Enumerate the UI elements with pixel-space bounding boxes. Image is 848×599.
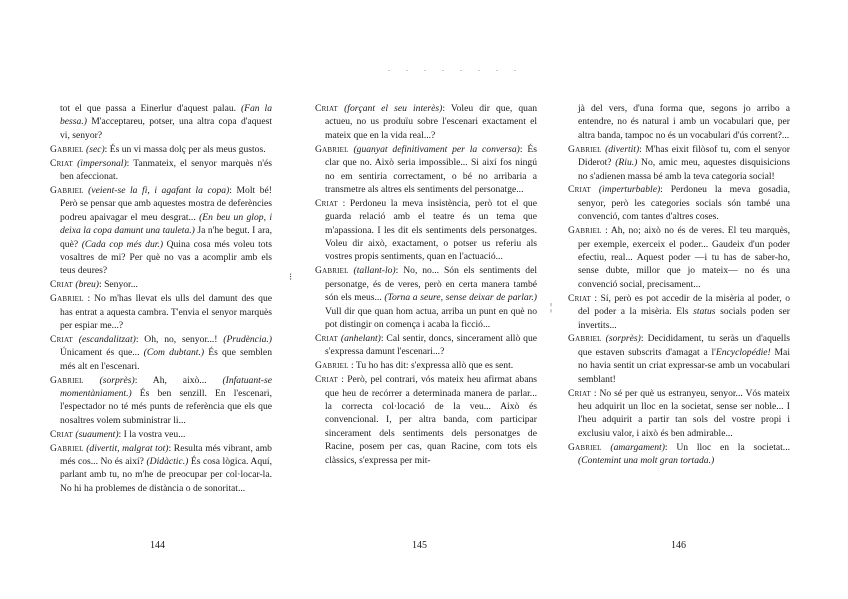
page-146-column: [568, 102, 790, 468]
speaker-name: Gabriel: [315, 143, 349, 155]
stage-direction: Encyclopédie!: [715, 346, 771, 358]
dialogue-text: És ben senzill. En l'escenari, l'espectador no té més punts de referència que els que nosaltres volem subministrar li...: [60, 388, 272, 426]
speaker-name: Gabriel: [568, 143, 602, 155]
dialogue-paragraph: [50, 442, 272, 496]
page-number-144: 144: [150, 540, 165, 551]
stage-direction: (sorprès): [99, 374, 135, 386]
page-number-145: 145: [412, 540, 427, 551]
speaker-name: Criat: [315, 197, 338, 209]
speaker-name: Gabriel: [50, 374, 84, 386]
dialogue-paragraph: [315, 373, 537, 467]
dialogue-paragraph: [50, 143, 272, 156]
dialogue-text: : Decididament, tu seràs un d'aquells que estaven subscrits d'amagat a l': [578, 333, 790, 358]
dialogue-paragraph: [50, 102, 272, 142]
stage-direction: (escandalitzat): [78, 333, 136, 345]
dialogue-paragraph: [315, 197, 537, 264]
speaker-name: Criat: [315, 332, 338, 344]
dialogue-text: Ja n'he begut. I ara, què?: [60, 225, 272, 250]
dialogue-text: : Perdoneu la meva insistència, però tot el que guarda relació amb el teatre és un tema que m'apassiona. I les dit els sentiments dels personatges. Voleu dir això, exactament, o potser us referiu als vostres propis sentiments, quan en l'actuació...: [325, 197, 537, 263]
page-145-column: [315, 102, 537, 467]
dialogue-paragraph: [568, 102, 790, 142]
speaker-name: Gabriel: [50, 184, 84, 196]
dialogue-paragraph: [50, 292, 272, 332]
dialogue-text: : Cal sentir, doncs, sincerament allò que s'expressa damunt l'escenari...?: [325, 332, 537, 358]
stage-direction: (divertit): [605, 143, 640, 155]
speaker-name: Gabriel: [568, 441, 602, 453]
dialogue-text: : Tanmateix, el senyor marquès n'és ben afeccionat.: [60, 157, 272, 183]
speaker-name: Gabriel: [568, 333, 602, 345]
dialogue-text: M'acceptareu, potser, una altra copa d'aquest vi, senyor?: [60, 116, 272, 141]
dialogue-text: : Oh, no, senyor...!: [135, 333, 224, 345]
dialogue-text: : I la vostra veu...: [118, 428, 186, 440]
dialogue-text: : Però, pel contrari, vós mateix heu afirmat abans que heu de recórrer a determinada manera de parlar... la correcta col·locació de la veu... Això és convencional. I, per altra banda, com participar sincerament dels sentiments dels personatges de Racine, posem per cas, quan Racine, com tots els clàssics, s'expressa per mit-: [325, 374, 537, 466]
stage-direction: (Riu.): [615, 157, 638, 169]
stage-direction: (sorprès): [605, 333, 641, 345]
header-dots: . . . . . . . .: [388, 64, 523, 73]
stage-direction: (Com dubtant.): [143, 347, 205, 359]
dialogue-text: : No sé per què us estranyeu, senyor... Vós mateix heu adquirit un lloc en la societat, sense ser noble... I l'heu adquirit a partir tan sols del vostre propi i exclusiu valor, i això és ben admirable...: [578, 387, 790, 439]
dialogue-text: tot el que passa a Einerlur d'aquest palau.: [60, 103, 241, 114]
dialogue-text: : Voleu dir que, quan actueu, no us produïu sobre l'escenari exactament el mateix que en la vida real...?: [325, 103, 537, 141]
speaker-name: Criat: [50, 333, 73, 345]
dialogue-text: : Resulta més vibrant, amb més cos... No és així?: [60, 442, 272, 468]
margin-mark: ¦: [550, 302, 553, 313]
dialogue-text: jà del vers, d'una forma que, segons jo arribo a entendre, no és natural i amb un vocabulari que, per altra banda, tampoc no és un vocabulari d'ús corrent?...: [578, 103, 790, 141]
dialogue-paragraph: [568, 224, 790, 291]
dialogue-text: : És un vi massa dolç per als meus gustos.: [104, 143, 266, 155]
dialogue-paragraph: [568, 332, 790, 386]
dialogue-text: Únicament és que...: [60, 347, 144, 359]
speaker-name: Criat: [50, 279, 73, 291]
stage-direction: (tallant-lo): [353, 265, 396, 277]
dialogue-paragraph: [50, 333, 272, 373]
dialogue-paragraph: [568, 183, 790, 223]
stage-direction: (En beu un glop, i deixa la copa damunt una tauleta.): [60, 211, 272, 237]
stage-direction: (divertit, malgrat tot): [86, 442, 169, 454]
margin-mark: ⁝: [289, 272, 293, 283]
stage-direction: (anhelant): [340, 332, 381, 344]
dialogue-text: : Un lloc en la societat...: [664, 441, 790, 453]
dialogue-text: No, amic meu, aquestes disquisicions no s'adienen massa bé amb la teva categoria social!: [578, 157, 790, 182]
dialogue-paragraph: [50, 184, 272, 278]
dialogue-text: Quina cosa més voleu tots vosaltres de mi? Per què no vas a acomplir amb els teus deures?: [60, 238, 272, 277]
dialogue-paragraph: [568, 441, 790, 468]
dialogue-text: : Molt bé! Però se pensar que amb aquestes mostra de deferències podreu apaivagar el meu desgrat...: [60, 184, 272, 223]
speaker-name: Gabriel: [315, 360, 349, 372]
stage-direction: (guanyat definitivament per la conversa): [353, 143, 520, 155]
stage-direction: (Fan la bessa.): [60, 103, 272, 128]
stage-direction: (suaument): [75, 428, 119, 440]
speaker-name: Gabriel: [50, 442, 84, 454]
stage-direction: (imperturbable): [598, 184, 661, 196]
stage-direction: (Torna a seure, sense deixar de parlar.): [384, 292, 537, 304]
speaker-name: Gabriel: [50, 143, 84, 155]
stage-direction: (amargament): [610, 441, 665, 453]
dialogue-paragraph: [50, 157, 272, 184]
stage-direction: status: [693, 306, 716, 318]
dialogue-paragraph: [50, 428, 272, 441]
speaker-name: Gabriel: [315, 265, 349, 277]
stage-direction: (Infatuant-se momentàniament.): [60, 374, 272, 400]
dialogue-text: : Tu ho has dit: s'expressa allò que es sent.: [351, 360, 514, 372]
dialogue-text: Vull dir que quan hom actua, arriba un punt en què no pot distingir on comença i acaba la ficció...: [325, 305, 537, 330]
stage-direction: (Cada cop més dur.): [81, 238, 164, 250]
dialogue-text: : Ah, això...: [134, 374, 223, 386]
speaker-name: Criat: [568, 387, 591, 399]
dialogue-text: Mai no havia sentit un criat expressar-se amb un vocabulari semblant!: [578, 346, 790, 385]
dialogue-text: : Senyor...: [99, 279, 138, 291]
dialogue-paragraph: [315, 102, 537, 142]
dialogue-paragraph: [315, 143, 537, 197]
stage-direction: (impersonal): [77, 157, 127, 169]
dialogue-text: És que semblen més alt en l'escenari.: [60, 347, 272, 372]
dialogue-paragraph: [568, 292, 790, 332]
speaker-name: Criat: [315, 103, 338, 114]
stage-direction: (Contemint una molt gran tortada.): [578, 455, 715, 467]
stage-direction: (Didàctic.): [146, 456, 189, 468]
speaker-name: Criat: [50, 428, 73, 440]
dialogue-text: : Perdoneu la meva gosadia, senyor, però les categories socials són també una convenció, com tantes d'altres coses.: [578, 184, 790, 223]
speaker-name: Criat: [315, 374, 338, 386]
page-number-146: 146: [671, 540, 686, 551]
dialogue-text: socials poden ser invertits...: [578, 306, 790, 331]
dialogue-paragraph: [568, 387, 790, 441]
dialogue-text: : Ah, no; això no és de veres. El teu marquès, per exemple, exerceix el poder... Gaudeix d'un poder efectiu, real... Aquest poder —i tu has de saber-ho, sense dubte, millor que jo mateix— no és una convenció social, precisament...: [578, 225, 790, 290]
stage-direction: (forçant el seu interès): [344, 103, 443, 114]
dialogue-paragraph: [315, 359, 537, 372]
speaker-name: Gabriel: [50, 293, 84, 305]
speaker-name: Criat: [568, 292, 591, 304]
stage-direction: (breu): [75, 279, 99, 291]
dialogue-paragraph: [315, 332, 537, 359]
dialogue-paragraph: [568, 143, 790, 183]
stage-direction: (veient-se la fi, i agafant la copa): [88, 184, 230, 196]
dialogue-text: : No, no... Són els sentiments del personatge, és de veres, però en certa manera també són els meus...: [325, 265, 538, 304]
dialogue-paragraph: [50, 278, 272, 291]
dialogue-text: : És clar que no. Això seria impossible... Si així fos ningú no em sentiria correctament, o bé no arribaria a transmetre als altres els sentiments del personatge...: [325, 143, 537, 195]
dialogue-text: : No m'has llevat els ulls del damunt des que has entrat a aquesta cambra. T'envia el senyor marquès per espiar me...?: [60, 293, 272, 331]
page-144-column: [50, 102, 272, 496]
dialogue-text: : M'has eixit filòsof tu, com el senyor Diderot?: [578, 143, 790, 169]
stage-direction: (Prudència.): [223, 333, 273, 345]
speaker-name: Gabriel: [568, 225, 602, 237]
dialogue-text: : Sí, però es pot accedir de la misèria al poder, o del poder a la misèria. Els: [578, 292, 790, 318]
speaker-name: Criat: [50, 157, 73, 169]
dialogue-paragraph: [315, 264, 537, 331]
dialogue-text: És cosa lògica. Aquí, parlant amb tu, no m'he de preocupar per col·locar-la. No hi ha problemes de distància o de sonoritat...: [60, 456, 272, 494]
dialogue-paragraph: [50, 374, 272, 428]
speaker-name: Criat: [568, 184, 591, 196]
stage-direction: (sec): [86, 143, 105, 155]
